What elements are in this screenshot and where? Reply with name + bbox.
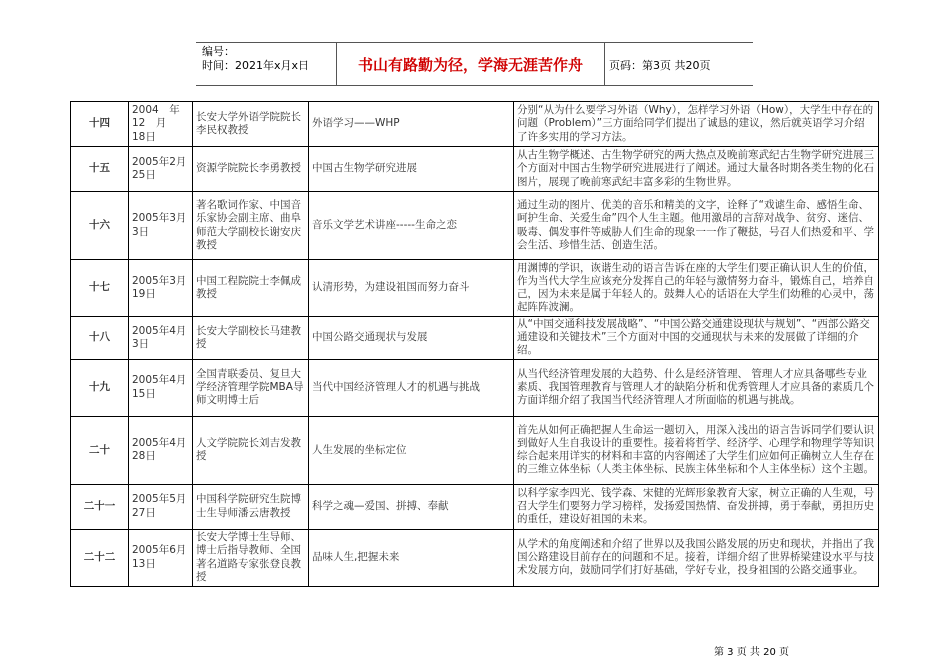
row-topic: 认清形势，为建设祖国而努力奋斗 — [309, 260, 514, 317]
header-motto: 书山有路勤为径，学海无涯苦作舟 — [336, 43, 605, 85]
row-description: 从“中国交通科技发展战略”、“中国公路交通建设现状与规划”、“西部公路交通建设和关键技术”三个方面对中国的交通现状与未来的发展做了详细的介绍。 — [514, 317, 879, 360]
row-topic: 科学之魂—爱国、拼搏、奉献 — [309, 484, 514, 529]
row-date: 2005年4月15日 — [129, 359, 193, 416]
row-speaker: 长安大学博士生导师、博士后指导教师、全国著名道路专家张登良教授 — [193, 529, 309, 586]
row-date: 2005年4月28日 — [129, 416, 193, 484]
row-description: 分别“从为什么要学习外语（Why），怎样学习外语（How），大学生中存在的问题（Problem）”三方面给同学们提出了诚恳的建议，然后就英语学习介绍了许多实用的学习方法。 — [514, 102, 879, 147]
page-footer: 第 3 页 共 20 页 — [714, 647, 789, 658]
table-row — [71, 102, 879, 147]
row-speaker: 全国青联委员、复旦大学经济管理学院MBA导师文明博士后 — [193, 359, 309, 416]
row-speaker: 著名歌词作家、中国音乐家协会副主席、曲阜师范大学副校长谢安庆教授 — [193, 192, 309, 260]
row-number: 十五 — [71, 147, 129, 192]
row-speaker: 长安大学外语学院院长李民权教授 — [193, 102, 309, 147]
table-row — [71, 317, 879, 360]
row-number: 二十一 — [71, 484, 129, 529]
row-speaker: 长安大学副校长马建教授 — [193, 317, 309, 360]
header-page-info: 页码：第3页 共20页 — [609, 59, 711, 72]
lecture-table — [70, 101, 879, 587]
row-description: 从学术的角度阐述和介绍了世界以及我国公路发展的历史和现状，并指出了我国公路建设目前存在的问题和不足。接着，详细介绍了世界桥梁建设水平与技术发展方向，鼓励同学们打好基础，学好专业，投身祖国的公路交通事业。 — [514, 529, 879, 586]
row-date: 2005年6月13日 — [129, 529, 193, 586]
page-header — [196, 42, 753, 86]
row-date: 2005年3月19日 — [129, 260, 193, 317]
row-topic: 音乐文学艺术讲座-----生命之恋 — [309, 192, 514, 260]
row-number: 二十二 — [71, 529, 129, 586]
row-number: 十八 — [71, 317, 129, 360]
table-row — [71, 529, 879, 586]
row-topic: 外语学习——WHP — [309, 102, 514, 147]
row-speaker: 人文学院院长刘吉发教授 — [193, 416, 309, 484]
table-row — [71, 359, 879, 416]
row-description: 用渊博的学识，诙谐生动的语言告诉在座的大学生们要正确认识人生的价值，作为当代大学生应该充分发挥自己的年轻与激情努力奋斗，锻炼自己，培养自己，因为未来是属于年轻人的。鼓舞人心的话语在大学生们幼稚的心灵中，荡起阵阵波澜。 — [514, 260, 879, 317]
header-time: 时间：2021年x月x日 — [202, 59, 310, 72]
row-description: 通过生动的图片、优美的音乐和精美的文字，诠释了“戏谑生命、感悟生命、呵护生命、关爱生命”四个人生主题。他用激昂的言辞对战争、贫穷、迷信、吸毒、偶发事件等威胁人们生命的现象一一作了鞭挞，号召人们热爱和平、学会生活、珍惜生活、创造生活。 — [514, 192, 879, 260]
table-row — [71, 260, 879, 317]
row-number: 十七 — [71, 260, 129, 317]
table-row — [71, 192, 879, 260]
row-number: 十九 — [71, 359, 129, 416]
row-date: 2005年2月25日 — [129, 147, 193, 192]
row-topic: 品味人生,把握未来 — [309, 529, 514, 586]
header-number-label: 编号： — [202, 45, 235, 58]
row-number: 二十 — [71, 416, 129, 484]
row-topic: 中国公路交通现状与发展 — [309, 317, 514, 360]
row-description: 首先从如何正确把握人生命运一题切入，用深入浅出的语言告诉同学们要认识到做好人生自我设计的重要性。接着将哲学、经济学、心理学和物理学等知识综合起来用详实的材料和丰富的内容阐述了大学生们应如何正确树立人生存在的三维立体坐标（人类主体坐标、民族主体坐标和个人主体坐标）这个主题。 — [514, 416, 879, 484]
header-left — [202, 45, 309, 73]
row-topic: 人生发展的坐标定位 — [309, 416, 514, 484]
row-description: 从古生物学概述、古生物学研究的两大热点及晚前寒武纪古生物学研究进展三个方面对中国古生物学研究进展进行了阐述。通过大量各时期各类生物的化石图片，展现了晚前寒武纪丰富多彩的生物世界。 — [514, 147, 879, 192]
row-date: 2005年5月27日 — [129, 484, 193, 529]
row-number: 十六 — [71, 192, 129, 260]
table-row — [71, 416, 879, 484]
row-date: 2004 年12 月 18日 — [129, 102, 193, 147]
row-description: 以科学家李四光、钱学森、宋健的光辉形象教育大家，树立正确的人生观，号召大学生们要努力学习榜样，发扬爱国热情、奋发拼搏，勇于奉献，勇担历史的重任，建设好祖国的未来。 — [514, 484, 879, 529]
row-number: 十四 — [71, 102, 129, 147]
row-speaker: 中国工程院院士李佩成教授 — [193, 260, 309, 317]
table-row — [71, 147, 879, 192]
row-speaker: 资源学院院长李勇教授 — [193, 147, 309, 192]
row-date: 2005年3月3日 — [129, 192, 193, 260]
row-date: 2005年4月3日 — [129, 317, 193, 360]
row-speaker: 中国科学院研究生院博士生导师潘云唐教授 — [193, 484, 309, 529]
row-topic: 中国古生物学研究进展 — [309, 147, 514, 192]
table-row — [71, 484, 879, 529]
row-topic: 当代中国经济管理人才的机遇与挑战 — [309, 359, 514, 416]
row-description: 从当代经济管理发展的大趋势、什么是经济管理、 管理人才应具备哪些专业素质、我国管理教育与管理人才的缺陷分析和优秀管理人才应具备的素质几个方面详细介绍了我国当代经济管理人才所面临的机遇与挑战。 — [514, 359, 879, 416]
